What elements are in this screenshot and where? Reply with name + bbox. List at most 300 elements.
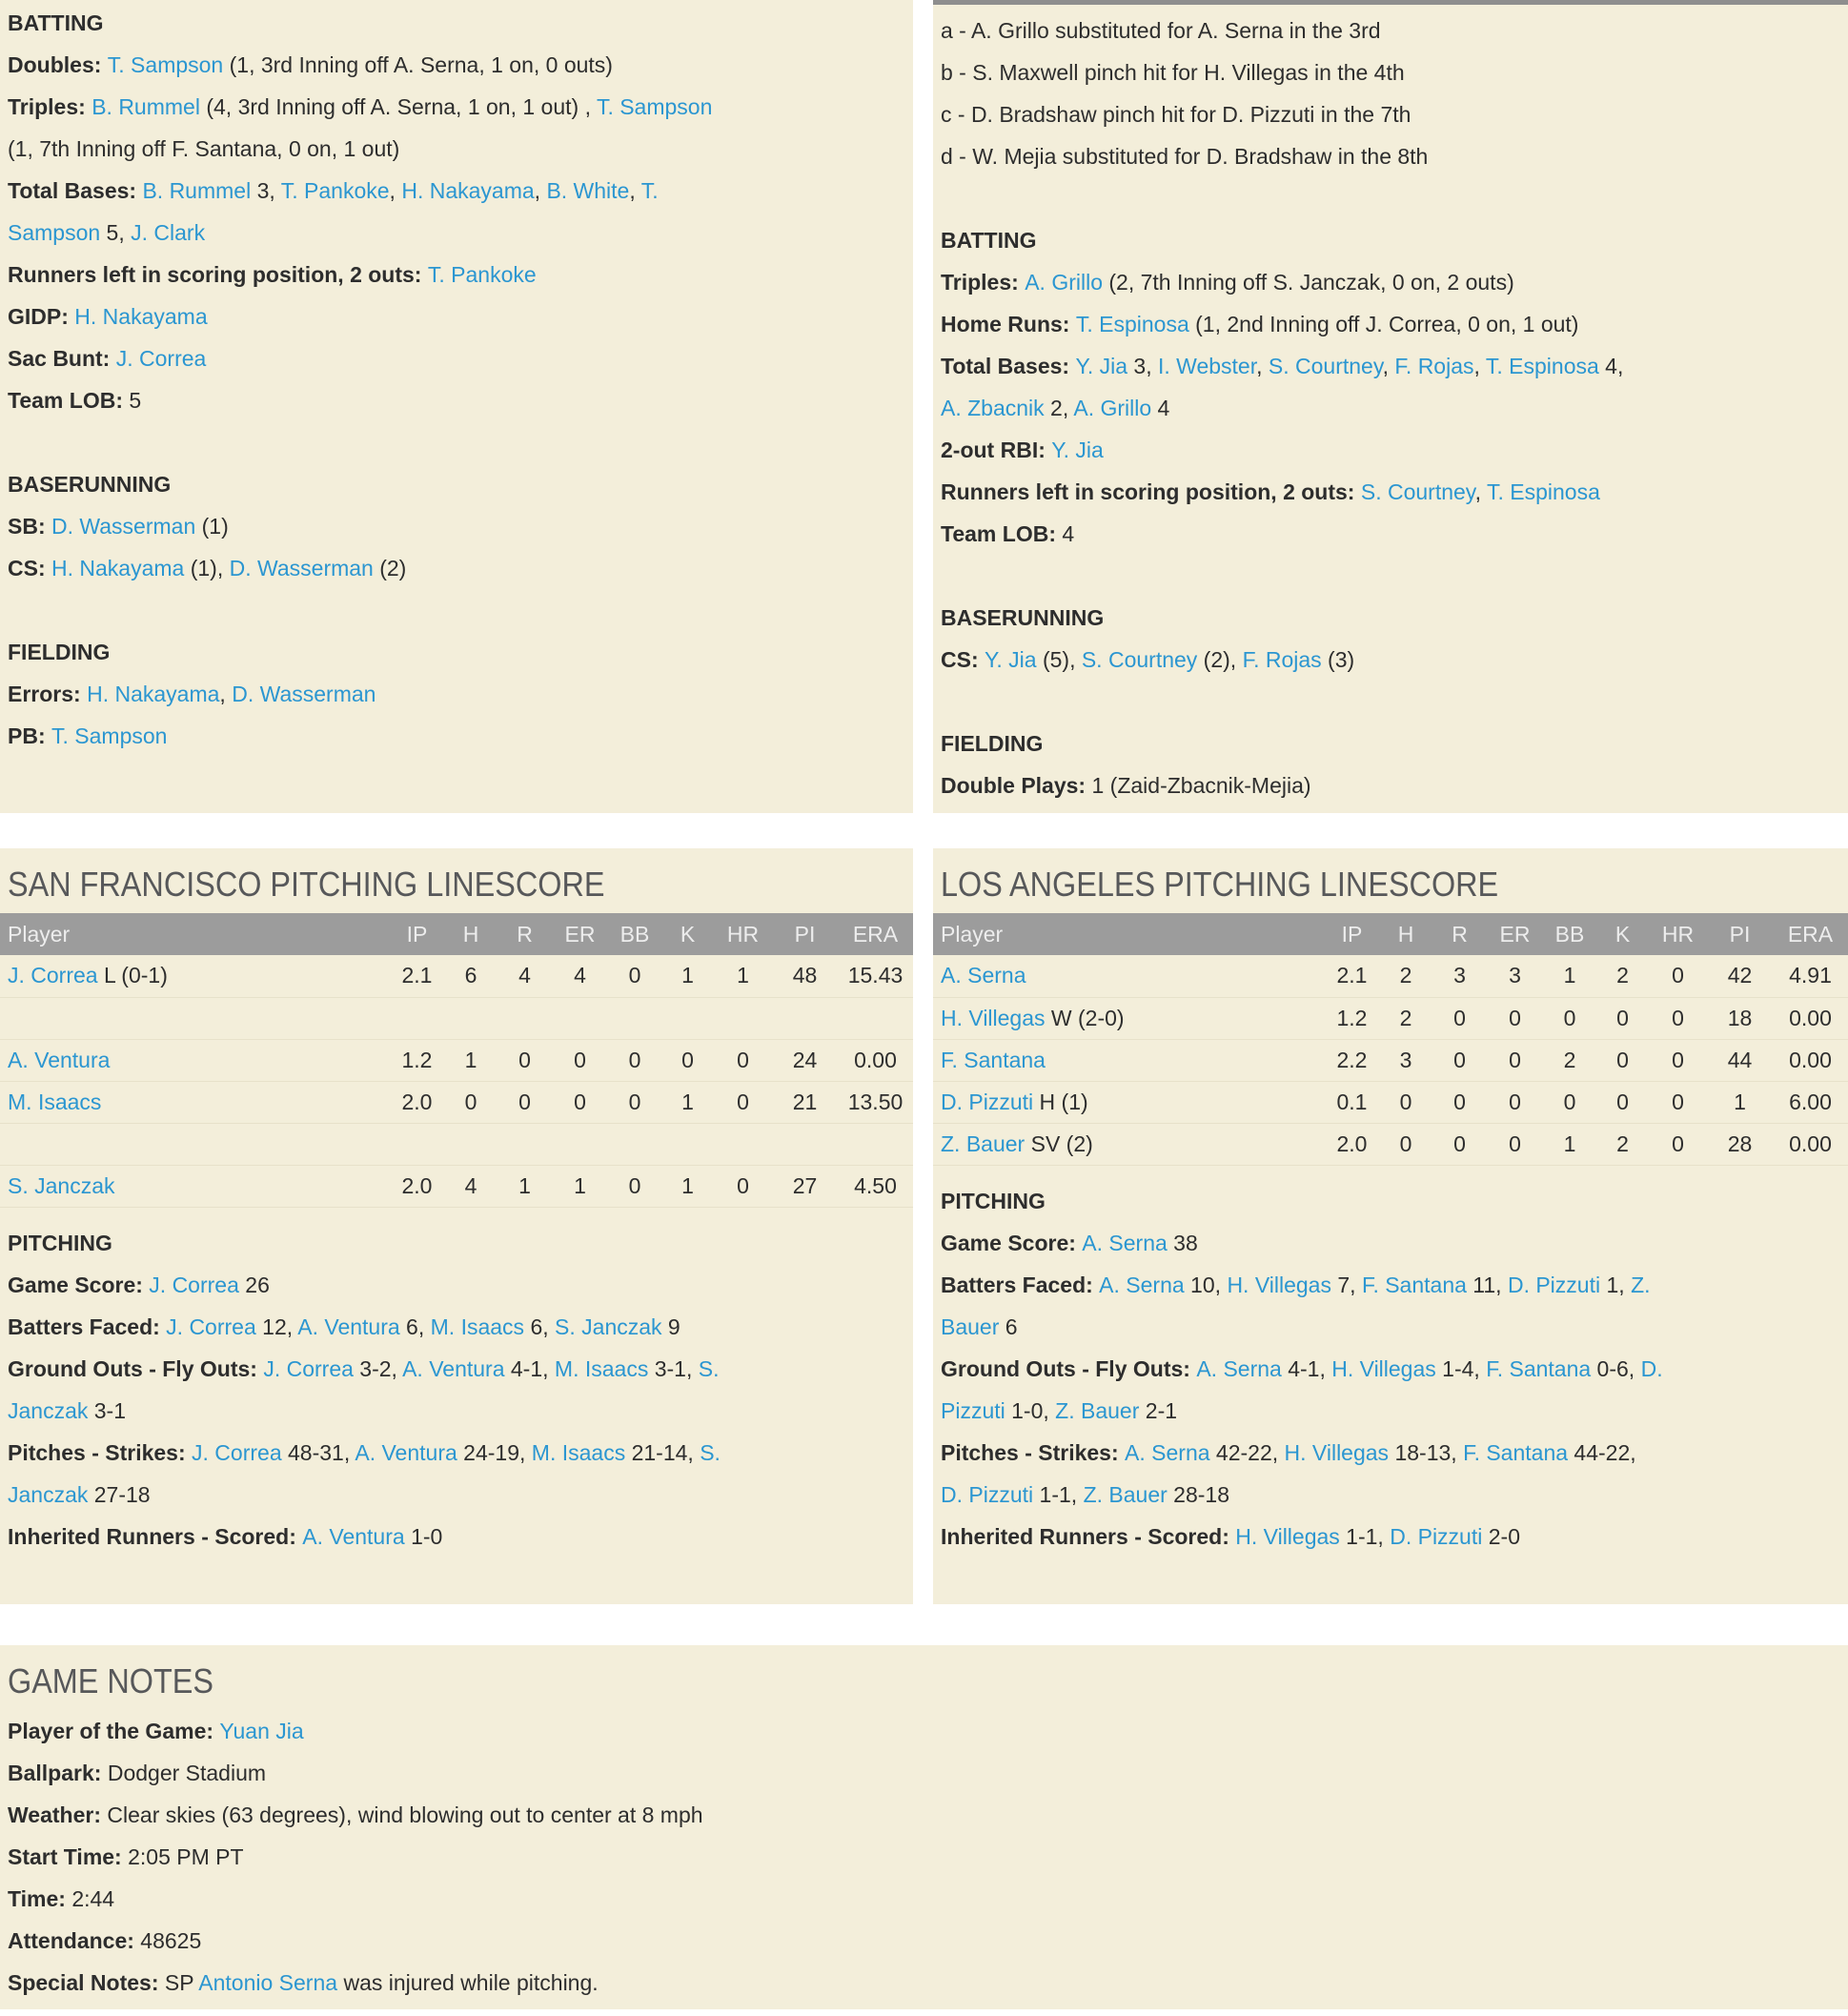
player-link[interactable]: S.	[698, 1355, 720, 1381]
game-notes-lines	[8, 1710, 1840, 2004]
stat-text: 1-1,	[1339, 1523, 1391, 1549]
stat-text: 7,	[1330, 1272, 1362, 1297]
column-header-er: ER	[552, 913, 608, 955]
stat-cell: 42	[1707, 955, 1773, 997]
player-link[interactable]: I. Webster	[1157, 354, 1257, 378]
player-link[interactable]: H. Nakayama	[74, 304, 208, 329]
stat-cell: 24	[772, 1039, 838, 1081]
player-link[interactable]: S. Janczak	[555, 1313, 662, 1339]
player-link[interactable]: J. Correa	[263, 1355, 354, 1381]
player-link[interactable]: D. Pizzuti	[1390, 1523, 1483, 1549]
text-line	[941, 1516, 1840, 1558]
stat-cell: 3	[1487, 955, 1543, 997]
player-link[interactable]: J. Correa	[149, 1272, 239, 1297]
player-link[interactable]: F. Rojas	[1394, 354, 1474, 378]
player-link[interactable]: Yuan Jia	[219, 1719, 304, 1743]
stat-text: 3-1,	[648, 1355, 699, 1381]
stat-text: (1)	[195, 514, 229, 539]
player-link[interactable]: A. Grillo	[1025, 270, 1103, 295]
stat-cell: 0	[1596, 1081, 1649, 1123]
text-line	[941, 345, 1840, 387]
player-link[interactable]: Janczak	[8, 1481, 89, 1507]
stat-cell: 0	[661, 1039, 714, 1081]
stat-label: Ground Outs - Fly Outs:	[941, 1355, 1197, 1381]
stat-section	[941, 723, 1840, 806]
stat-text: 2-1	[1139, 1397, 1178, 1423]
text-line	[941, 261, 1840, 303]
player-link[interactable]: S. Courtney	[1081, 647, 1198, 672]
player-cell	[933, 997, 1325, 1039]
text-line	[8, 128, 905, 170]
player-link[interactable]: Janczak	[8, 1397, 89, 1423]
column-header-pi: PI	[772, 913, 838, 955]
player-link[interactable]: J. Correa	[8, 963, 98, 988]
game-notes-row	[0, 1645, 1848, 2009]
table-header-row	[0, 913, 913, 955]
stat-label: Batters Faced:	[8, 1313, 167, 1339]
stat-text: 42-22,	[1209, 1439, 1285, 1465]
text-line	[8, 337, 905, 379]
player-link[interactable]: T. Sampson	[107, 52, 224, 77]
player-link[interactable]: T.	[640, 178, 659, 203]
stat-text: 1,	[1600, 1272, 1632, 1297]
stat-cell: 0	[1432, 1123, 1487, 1165]
text-line	[8, 1264, 905, 1306]
text-line	[941, 639, 1840, 681]
stat-cell: 3	[1379, 1039, 1432, 1081]
stat-section	[941, 219, 1840, 555]
stat-cell: 0	[1379, 1123, 1432, 1165]
player-link[interactable]: S. Janczak	[8, 1172, 115, 1198]
player-link[interactable]: Y. Jia	[1051, 438, 1104, 462]
stat-cell: 0	[444, 1081, 498, 1123]
player-link[interactable]: D.	[1640, 1355, 1663, 1381]
text-line	[941, 387, 1840, 429]
stat-cell: 4.91	[1773, 955, 1848, 997]
player-link[interactable]: T. Sampson	[596, 94, 713, 119]
stat-text: (3)	[1321, 647, 1355, 672]
player-link[interactable]: A. Ventura	[402, 1355, 505, 1381]
player-link[interactable]: Y. Jia	[1075, 354, 1128, 378]
stat-label: PB:	[8, 723, 51, 748]
stat-cell: 27	[772, 1165, 838, 1207]
stat-cell: 6	[444, 955, 498, 997]
player-link[interactable]: S.	[700, 1439, 721, 1465]
column-header-player: Player	[0, 913, 390, 955]
stat-cell: 0	[1596, 997, 1649, 1039]
player-link[interactable]: D. Wasserman	[232, 682, 376, 706]
section-header: FIELDING	[941, 731, 1044, 756]
text-line	[941, 135, 1840, 177]
stat-cell: 0	[608, 1081, 661, 1123]
stat-cell	[714, 997, 772, 1039]
text-line	[8, 379, 905, 421]
player-link[interactable]: B. White	[546, 178, 630, 203]
stat-cell: 2.0	[390, 1081, 444, 1123]
text-line	[8, 1836, 1840, 1878]
home-batting-sections	[933, 219, 1848, 806]
player-link[interactable]: H. Nakayama	[51, 556, 185, 580]
stat-label: Home Runs:	[941, 312, 1076, 336]
stat-label: Start Time:	[8, 1844, 129, 1869]
player-cell	[0, 997, 390, 1039]
stat-cell: 1	[552, 1165, 608, 1207]
stat-text: ,	[389, 178, 402, 203]
section-header: BASERUNNING	[941, 605, 1105, 630]
stat-cell: 0	[552, 1081, 608, 1123]
stat-label: Triples:	[8, 94, 92, 119]
player-link[interactable]: H. Villegas	[1227, 1272, 1331, 1297]
pitcher-row	[0, 1165, 913, 1207]
stat-cell: 0	[714, 1081, 772, 1123]
text-line	[941, 1390, 1840, 1432]
stat-text: 12,	[255, 1313, 298, 1339]
text-line	[8, 1920, 1840, 1962]
text-line	[941, 471, 1840, 513]
player-link[interactable]: Bauer	[941, 1313, 1000, 1339]
text-line	[941, 513, 1840, 555]
player-link[interactable]: T. Sampson	[51, 723, 168, 748]
stat-section	[8, 2, 905, 421]
stat-section	[8, 463, 905, 589]
stat-cell: 4	[444, 1165, 498, 1207]
player-link[interactable]: T. Espinosa	[1075, 312, 1189, 336]
player-link[interactable]: Antonio Serna	[198, 1970, 338, 1995]
stat-cell: 21	[772, 1081, 838, 1123]
stat-text: 26	[238, 1272, 270, 1297]
player-link[interactable]: A. Serna	[1099, 1272, 1185, 1297]
stat-label: CS:	[8, 556, 51, 580]
stat-text: 1-0	[404, 1523, 443, 1549]
player-link[interactable]: Z. Bauer	[941, 1130, 1026, 1156]
player-link[interactable]: A. Ventura	[355, 1439, 457, 1465]
pitcher-decision: H (1)	[1033, 1089, 1088, 1114]
player-link[interactable]: T. Espinosa	[1486, 479, 1600, 504]
la-pitching-panel	[933, 848, 1848, 1604]
stat-text: (1, 3rd Inning off A. Serna, 1 on, 0 outs)	[223, 52, 613, 77]
player-link[interactable]: M. Isaacs	[8, 1089, 102, 1114]
stat-text: c - D. Bradshaw pinch hit for D. Pizzuti in the 7th	[941, 102, 1411, 127]
away-batting-sections	[0, 0, 913, 757]
stat-label: Weather:	[8, 1802, 108, 1827]
player-link[interactable]: D. Wasserman	[229, 556, 374, 580]
stat-cell: 0.00	[1773, 1123, 1848, 1165]
section-header: BASERUNNING	[8, 472, 172, 497]
stat-text: ,	[1473, 354, 1486, 378]
stat-label: GIDP:	[8, 304, 75, 329]
stat-cell: 1	[714, 955, 772, 997]
stat-cell: 0	[1649, 1081, 1707, 1123]
stat-cell: 0	[608, 1165, 661, 1207]
stat-text: 48625	[140, 1928, 202, 1953]
stat-text: 2,	[1044, 396, 1074, 420]
player-link[interactable]: F. Santana	[1361, 1272, 1467, 1297]
stat-cell: 0	[1596, 1039, 1649, 1081]
stat-label: Total Bases:	[8, 178, 143, 203]
text-line	[941, 1432, 1840, 1474]
text-line	[8, 254, 905, 295]
stat-text: ,	[1382, 354, 1395, 378]
stat-text: 1-4,	[1435, 1355, 1487, 1381]
stat-label: Game Score:	[8, 1272, 150, 1297]
player-link[interactable]: H. Nakayama	[401, 178, 535, 203]
stat-cell	[772, 1123, 838, 1165]
column-header-r: R	[498, 913, 552, 955]
stat-label: Pitches - Strikes:	[8, 1439, 193, 1465]
stat-text: 24-19,	[457, 1439, 532, 1465]
player-link[interactable]: J. Correa	[115, 346, 207, 371]
player-link[interactable]: S. Courtney	[1360, 479, 1475, 504]
player-link[interactable]: J. Clark	[131, 220, 206, 245]
player-link[interactable]: J. Correa	[192, 1439, 282, 1465]
stat-section	[941, 597, 1840, 681]
text-line	[8, 1390, 905, 1432]
substitution-notes	[933, 5, 1848, 177]
text-line	[941, 429, 1840, 471]
player-link[interactable]: J. Correa	[166, 1313, 256, 1339]
column-header-er: ER	[1487, 913, 1543, 955]
sf-pitching-table	[0, 913, 913, 1208]
stat-cell	[498, 1123, 552, 1165]
la-pitching-table	[933, 913, 1848, 1166]
sf-pitching-panel	[0, 848, 913, 1604]
stat-label: SB:	[8, 514, 51, 539]
stat-cell: 0	[608, 955, 661, 997]
player-link[interactable]: H. Villegas	[1284, 1439, 1390, 1465]
stat-cell	[390, 1123, 444, 1165]
stat-cell: 0	[608, 1039, 661, 1081]
player-link[interactable]: A. Grillo	[1073, 396, 1152, 420]
stat-text: a - A. Grillo substituted for A. Serna in the 3rd	[941, 18, 1381, 43]
stat-cell: 0	[1649, 955, 1707, 997]
stat-cell: 48	[772, 955, 838, 997]
stat-cell: 13.50	[838, 1081, 913, 1123]
stat-text: 0-6,	[1591, 1355, 1641, 1381]
stat-text: 27-18	[88, 1481, 151, 1507]
player-link[interactable]: A. Ventura	[297, 1313, 400, 1339]
stat-text: ,	[219, 682, 233, 706]
stat-cell: 1	[1543, 955, 1596, 997]
player-link[interactable]: F. Santana	[941, 1047, 1046, 1072]
stat-cell	[608, 1123, 661, 1165]
player-link[interactable]: Z. Bauer	[1083, 1481, 1168, 1507]
stat-cell: 0	[714, 1039, 772, 1081]
player-cell	[0, 1165, 390, 1207]
stat-cell: 15.43	[838, 955, 913, 997]
stat-cell: 6.00	[1773, 1081, 1848, 1123]
stat-cell: 1	[498, 1165, 552, 1207]
text-line	[8, 1752, 1840, 1794]
player-cell	[0, 1123, 390, 1165]
stat-label: Special Notes:	[8, 1970, 165, 1995]
pitcher-row	[0, 1039, 913, 1081]
pitcher-row	[0, 1081, 913, 1123]
player-link[interactable]: A. Ventura	[8, 1047, 111, 1072]
stat-text: 2:05 PM PT	[128, 1844, 244, 1869]
text-line	[941, 1348, 1840, 1390]
pitching-linescore-row	[0, 848, 1848, 1604]
player-link[interactable]: B. Rummel	[91, 94, 200, 119]
player-link[interactable]: F. Santana	[1463, 1439, 1569, 1465]
player-link[interactable]: A. Ventura	[302, 1523, 405, 1549]
player-link[interactable]: Pizzuti	[941, 1397, 1005, 1423]
game-notes-title: GAME NOTES	[8, 1661, 214, 1700]
pitcher-row	[933, 1123, 1848, 1165]
stat-text: 10,	[1184, 1272, 1228, 1297]
stat-text: (2),	[1197, 647, 1243, 672]
stat-cell	[444, 997, 498, 1039]
player-link[interactable]: Z.	[1631, 1272, 1651, 1297]
player-cell	[0, 1081, 390, 1123]
player-cell	[933, 1081, 1325, 1123]
player-link[interactable]: B. Rummel	[142, 178, 252, 203]
player-cell	[933, 955, 1325, 997]
column-header-r: R	[1432, 913, 1487, 955]
pitcher-row	[933, 955, 1848, 997]
stat-cell: 2	[1543, 1039, 1596, 1081]
player-link[interactable]: Y. Jia	[985, 647, 1037, 672]
stat-cell: 0	[1649, 1039, 1707, 1081]
text-line	[8, 295, 905, 337]
text-line	[8, 44, 905, 86]
stat-cell	[498, 997, 552, 1039]
text-line	[8, 673, 905, 715]
player-cell	[933, 1039, 1325, 1081]
stat-section	[8, 631, 905, 757]
stat-text: 4,	[1598, 354, 1624, 378]
stat-cell	[552, 997, 608, 1039]
stat-cell: 2	[1596, 1123, 1649, 1165]
player-link[interactable]: A. Serna	[941, 963, 1026, 988]
away-batting-panel	[0, 0, 913, 813]
stat-label: Triples:	[941, 270, 1026, 295]
stat-text: was injured while pitching.	[337, 1970, 599, 1995]
stat-text: 6,	[399, 1313, 431, 1339]
stat-text: (4, 3rd Inning off A. Serna, 1 on, 1 out) ,	[199, 94, 597, 119]
stat-cell: 0	[552, 1039, 608, 1081]
stat-text: 4-1,	[1281, 1355, 1332, 1381]
text-line	[8, 86, 905, 128]
stat-text: Dodger Stadium	[107, 1761, 267, 1785]
stat-cell	[661, 1123, 714, 1165]
stat-label: Ballpark:	[8, 1761, 108, 1785]
stat-label: Inherited Runners - Scored:	[941, 1523, 1236, 1549]
player-link[interactable]: T. Pankoke	[427, 262, 537, 287]
stat-text: 6,	[524, 1313, 556, 1339]
column-header-player: Player	[933, 913, 1325, 955]
stat-text: 2:44	[71, 1886, 115, 1911]
stat-text: (1, 7th Inning off F. Santana, 0 on, 1 out)	[8, 136, 400, 161]
stat-text: 11,	[1466, 1272, 1508, 1297]
text-line	[8, 505, 905, 547]
stat-text: 5,	[100, 220, 132, 245]
stat-label: Doubles:	[8, 52, 108, 77]
text-line	[941, 1474, 1840, 1516]
stat-cell: 0	[1379, 1081, 1432, 1123]
player-link[interactable]: A. Zbacnik	[941, 396, 1045, 420]
stat-text: (1, 2nd Inning off J. Correa, 0 on, 1 out)	[1188, 312, 1579, 336]
stat-text: 5	[129, 388, 142, 413]
stat-cell: 0	[1432, 1081, 1487, 1123]
column-header-k: K	[661, 913, 714, 955]
column-header-k: K	[1596, 913, 1649, 955]
player-link[interactable]: A. Serna	[1125, 1439, 1210, 1465]
stat-cell	[661, 997, 714, 1039]
stat-cell: 1	[661, 1081, 714, 1123]
player-link[interactable]: D. Pizzuti	[941, 1481, 1034, 1507]
stat-label: Runners left in scoring position, 2 outs:	[941, 479, 1361, 504]
player-link[interactable]: A. Serna	[1082, 1230, 1168, 1255]
text-line	[8, 1432, 905, 1474]
stat-cell: 28	[1707, 1123, 1773, 1165]
stat-text: d - W. Mejia substituted for D. Bradshaw in the 8th	[941, 144, 1429, 169]
player-link[interactable]: F. Rojas	[1242, 647, 1322, 672]
section-header: PITCHING	[8, 1230, 112, 1255]
stat-label: Batters Faced:	[941, 1272, 1100, 1297]
player-link[interactable]: D. Pizzuti	[1507, 1272, 1601, 1297]
player-link[interactable]: D. Pizzuti	[941, 1089, 1034, 1114]
stat-text: 48-31,	[281, 1439, 355, 1465]
stat-label: Errors:	[8, 682, 88, 706]
player-link[interactable]: M. Isaacs	[554, 1355, 649, 1381]
player-link[interactable]: H. Villegas	[941, 1005, 1046, 1030]
stat-cell: 0	[714, 1165, 772, 1207]
player-link[interactable]: H. Nakayama	[87, 682, 220, 706]
stat-cell: 0.00	[1773, 1039, 1848, 1081]
text-line	[8, 715, 905, 757]
stat-text: 6	[999, 1313, 1018, 1339]
player-link[interactable]: T. Pankoke	[280, 178, 390, 203]
stat-text: (2, 7th Inning off S. Janczak, 0 on, 2 outs)	[1103, 270, 1514, 295]
stat-cell: 18	[1707, 997, 1773, 1039]
player-link[interactable]: H. Villegas	[1235, 1523, 1340, 1549]
stat-cell	[772, 997, 838, 1039]
player-link[interactable]: H. Villegas	[1331, 1355, 1436, 1381]
home-batting-panel	[933, 0, 1848, 813]
stat-label: Inherited Runners - Scored:	[8, 1523, 303, 1549]
stat-cell: 2.0	[390, 1165, 444, 1207]
player-link[interactable]: D. Wasserman	[51, 514, 196, 539]
player-link[interactable]: S. Courtney	[1268, 354, 1383, 378]
stat-cell: 0	[1432, 1039, 1487, 1081]
sf-linescore-title: SAN FRANCISCO PITCHING LINESCORE	[8, 865, 605, 904]
stat-cell: 2.1	[1325, 955, 1379, 997]
pitcher-row	[0, 955, 913, 997]
stat-text: 3,	[1127, 354, 1158, 378]
player-link[interactable]: M. Isaacs	[430, 1313, 525, 1339]
player-link[interactable]: Z. Bauer	[1055, 1397, 1140, 1423]
text-line	[8, 1878, 1840, 1920]
stat-cell: 1	[661, 955, 714, 997]
text-line	[941, 1306, 1840, 1348]
column-header-ip: IP	[390, 913, 444, 955]
stat-text: 4	[1151, 396, 1170, 420]
player-link[interactable]: T. Espinosa	[1485, 354, 1599, 378]
player-link[interactable]: M. Isaacs	[531, 1439, 626, 1465]
stat-cell: 3	[1432, 955, 1487, 997]
batting-summary-row	[0, 0, 1848, 813]
stat-cell: 2.1	[390, 955, 444, 997]
stat-text: 4-1,	[504, 1355, 555, 1381]
stat-cell: 0	[1543, 1081, 1596, 1123]
player-link[interactable]: Sampson	[8, 220, 101, 245]
stat-text: 1 (Zaid-Zbacnik-Mejia)	[1091, 773, 1311, 798]
stat-label: Team LOB:	[8, 388, 130, 413]
text-line	[8, 1710, 1840, 1752]
player-link[interactable]: F. Santana	[1486, 1355, 1592, 1381]
player-link[interactable]: A. Serna	[1196, 1355, 1282, 1381]
table-header-row	[933, 913, 1848, 955]
